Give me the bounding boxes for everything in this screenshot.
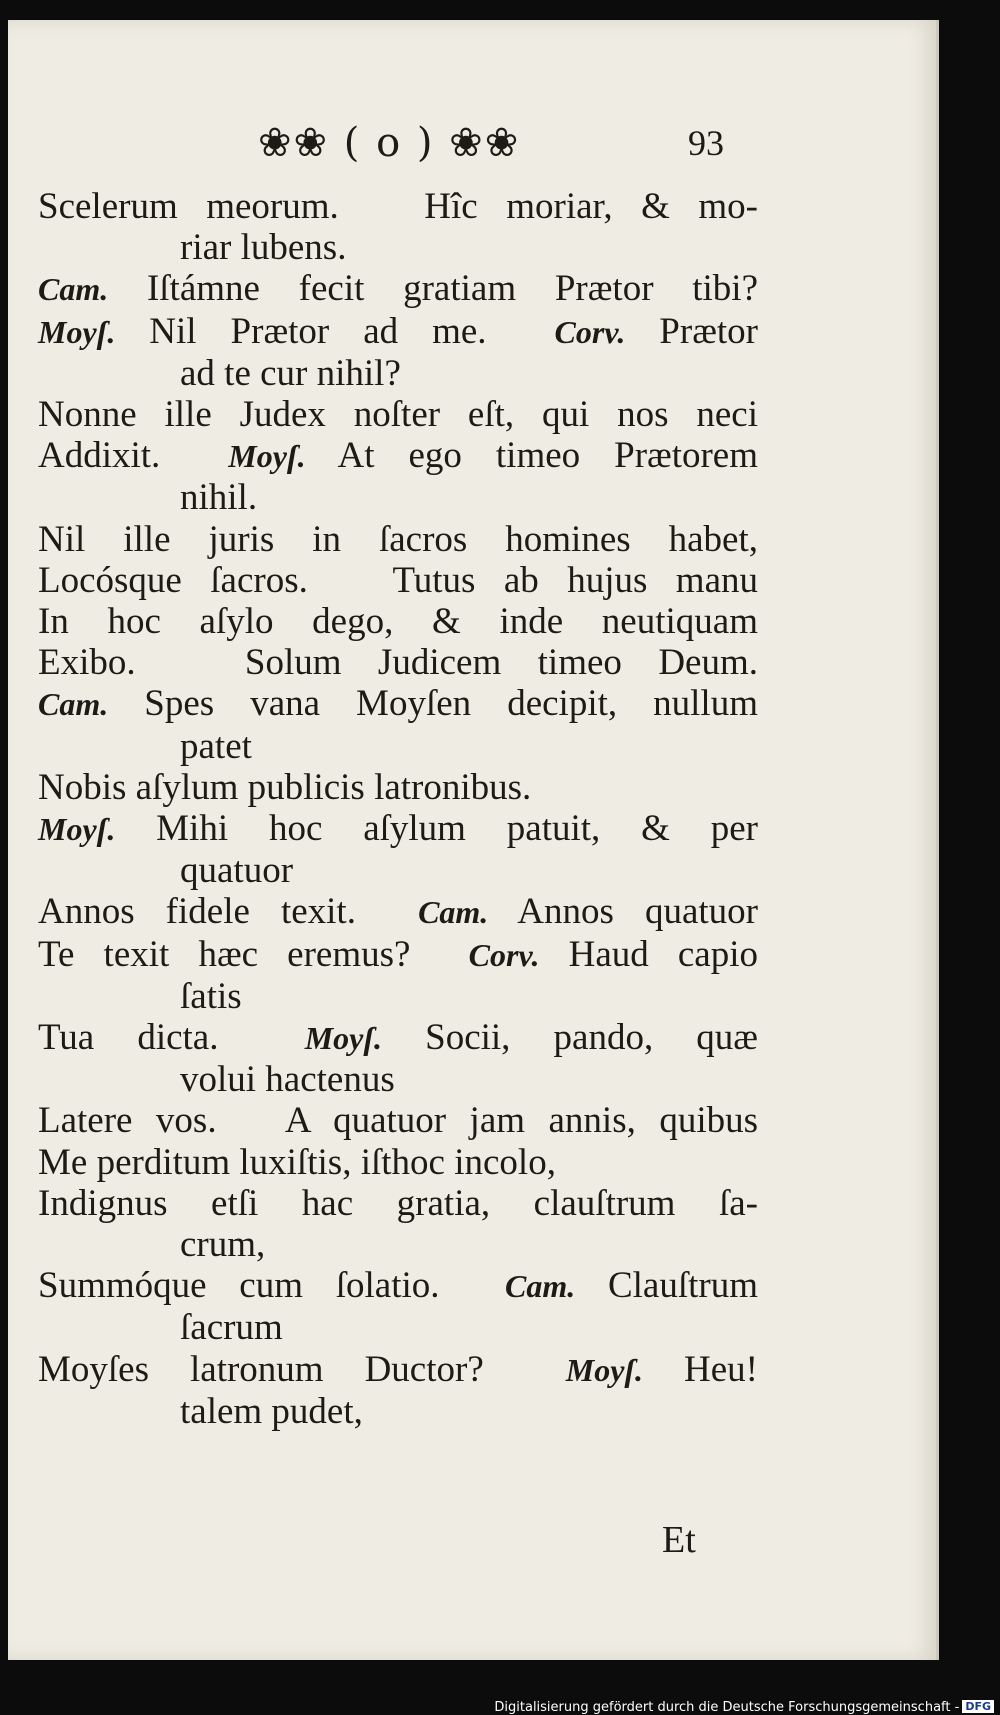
line-text: Socii, pando, quæ bbox=[382, 1017, 758, 1059]
line-text: quatuor bbox=[180, 850, 294, 892]
page-text bbox=[38, 186, 778, 1432]
line-text: Latere vos. A quatuor jam annis, quibus bbox=[38, 1100, 758, 1142]
line-text: Summóque cum ſolatio. bbox=[38, 1265, 505, 1307]
text-line bbox=[38, 850, 758, 891]
line-text: Nobis aſylum publicis latronibus. bbox=[38, 766, 532, 808]
footer-text: Digitalisierung gefördert durch die Deutsche Forschungsgemeinschaft - bbox=[494, 1700, 960, 1715]
text-line bbox=[38, 1265, 758, 1307]
text-line bbox=[38, 726, 758, 767]
line-text: Tua dicta. bbox=[38, 1017, 305, 1059]
speaker-label: Moyſ. bbox=[38, 313, 116, 350]
text-line bbox=[38, 1349, 758, 1391]
line-text: Exibo. Solum Judicem timeo Deum. bbox=[38, 642, 758, 684]
speaker-label: Cam. bbox=[38, 686, 109, 723]
line-text: Nil Prætor ad me. bbox=[115, 310, 555, 352]
line-text: volui hactenus bbox=[180, 1059, 395, 1101]
text-line bbox=[38, 268, 758, 310]
line-text: Me perditum luxiſtis, iſthoc incolo, bbox=[38, 1141, 556, 1183]
line-text: talem pudet, bbox=[180, 1390, 363, 1432]
text-line bbox=[38, 767, 758, 808]
line-text: Prætor bbox=[625, 310, 758, 352]
text-line bbox=[38, 477, 758, 518]
speaker-label: Cam. bbox=[38, 271, 109, 308]
line-text: riar lubens. bbox=[180, 227, 347, 269]
text-line bbox=[38, 311, 758, 353]
text-line bbox=[38, 394, 758, 435]
line-text: Haud capio bbox=[539, 933, 758, 975]
line-text: At ego timeo Prætorem bbox=[305, 435, 758, 477]
speaker-label: Moyſ. bbox=[38, 811, 116, 848]
line-text: patet bbox=[180, 725, 252, 767]
line-text: ſacrum bbox=[180, 1307, 283, 1349]
speaker-label: Moyſ. bbox=[228, 438, 306, 475]
page-header bbox=[8, 120, 936, 176]
line-text: Moyſes latronum Ductor? bbox=[38, 1348, 566, 1390]
line-text: Clauſtrum bbox=[575, 1265, 758, 1307]
line-text: ſatis bbox=[180, 975, 242, 1017]
text-line bbox=[38, 891, 758, 933]
line-text: Addixit. bbox=[38, 435, 229, 477]
speaker-label: Moyſ. bbox=[565, 1351, 644, 1388]
text-line bbox=[38, 808, 758, 850]
speaker-label: Corv. bbox=[468, 936, 540, 973]
page-number: 93 bbox=[688, 123, 724, 163]
line-text: Te texit hæc eremus? bbox=[38, 933, 469, 975]
line-text: nihil. bbox=[180, 477, 258, 519]
line-text: Indignus etſi hac gratia, clauſtrum ſa- bbox=[38, 1182, 758, 1224]
line-text: Annos fidele texit. bbox=[38, 891, 419, 933]
speaker-label: Cam. bbox=[504, 1268, 576, 1305]
dfg-logo: DFG bbox=[962, 1700, 994, 1713]
line-text: Scelerum meorum. Hîc moriar, & mo- bbox=[38, 186, 758, 227]
text-line bbox=[38, 435, 758, 477]
speaker-label: Cam. bbox=[418, 894, 489, 931]
text-line bbox=[38, 560, 758, 601]
header-ornament: ❀❀ ( o ) ❀❀ bbox=[258, 120, 521, 166]
text-line bbox=[38, 934, 758, 976]
speaker-label: Corv. bbox=[554, 313, 626, 350]
text-line bbox=[38, 642, 758, 683]
text-line bbox=[38, 1391, 758, 1432]
text-line bbox=[38, 519, 758, 560]
line-text: Annos quatuor bbox=[488, 891, 758, 933]
text-line bbox=[38, 1142, 758, 1183]
text-line bbox=[38, 1100, 758, 1141]
text-line bbox=[38, 1307, 758, 1348]
catchword: Et bbox=[662, 1519, 696, 1561]
text-line bbox=[38, 227, 758, 268]
line-text: Spes vana Moyſen decipit, nullum bbox=[108, 683, 758, 725]
text-line bbox=[38, 1183, 758, 1224]
text-line bbox=[38, 976, 758, 1017]
book-page bbox=[8, 20, 939, 1660]
line-text: Locósque ſacros. Tutus ab hujus manu bbox=[38, 559, 758, 601]
text-line bbox=[38, 1017, 758, 1059]
text-line bbox=[38, 1059, 758, 1100]
text-line bbox=[38, 186, 758, 227]
line-text: crum, bbox=[180, 1224, 266, 1266]
text-line bbox=[38, 683, 758, 725]
line-text: In hoc aſylo dego, & inde neutiquam bbox=[38, 601, 758, 643]
line-text: Nil ille juris in ſacros homines habet, bbox=[38, 518, 758, 560]
line-text: Mihi hoc aſylum patuit, & per bbox=[115, 808, 758, 850]
text-line bbox=[38, 353, 758, 394]
digitization-footer bbox=[494, 1700, 994, 1715]
line-text: ad te cur nihil? bbox=[180, 352, 401, 394]
text-line bbox=[38, 1224, 758, 1265]
text-line bbox=[38, 601, 758, 642]
line-text: Nonne ille Judex noſter eſt, qui nos neci bbox=[38, 394, 758, 436]
line-text: Heu! bbox=[643, 1348, 759, 1390]
line-text: Iſtámne fecit gratiam Prætor tibi? bbox=[108, 268, 758, 310]
speaker-label: Moyſ. bbox=[304, 1020, 383, 1057]
